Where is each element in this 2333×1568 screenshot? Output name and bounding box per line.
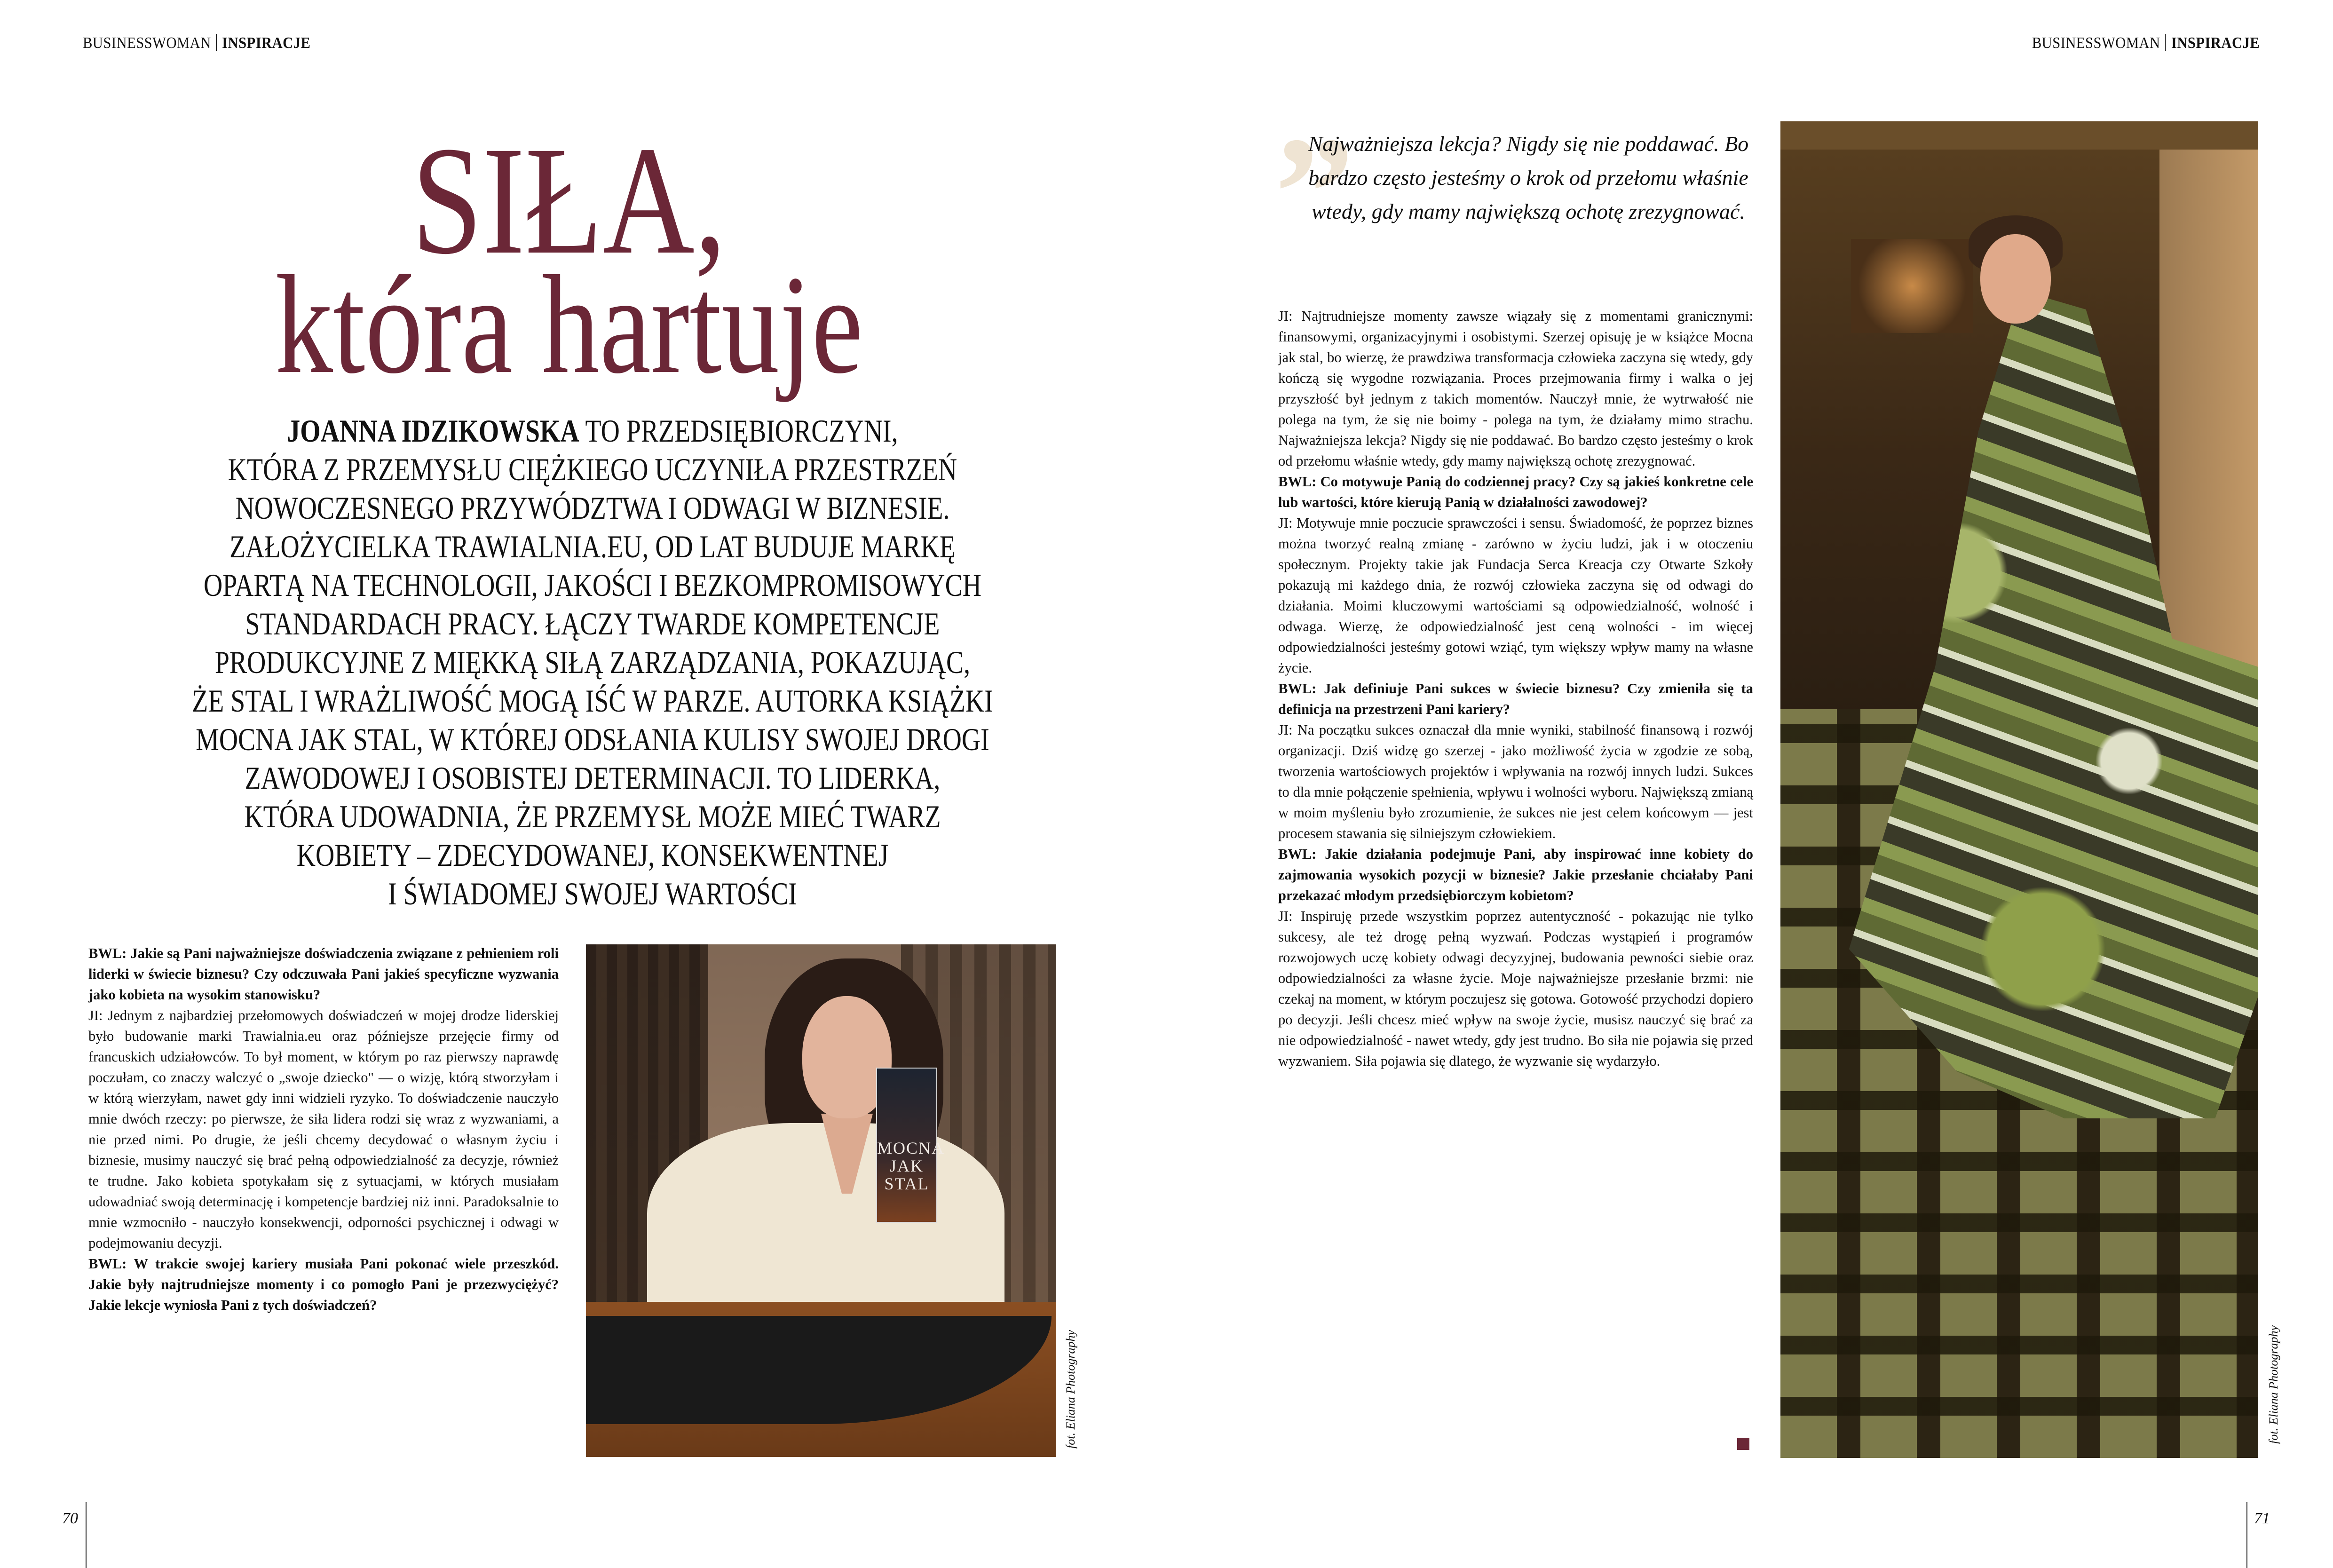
interview-answer: JI: Najtrudniejsze momenty zawsze wiązały się z momentami granicznymi: finansowymi, organizacyjnymi i osobistymi. Szerzej opisuję je w książce Mocna jak stal, bo wierzę, że prawdziwa transformacja człowieka zaczyna się wtedy, gdy kończą się wygodne rozwiązania. Proces przejmowania firmy i walka o jej przyszłość był jednym z takich momentów. Nauczył mnie, że wytrwałość nie polega na tym, że się nie boimy - polega na tym, że działamy mimo strachu. Najważniejsza lekcja? Nigdy się nie poddawać. Bo bardzo często jesteśmy o krok od przełomu właśnie wtedy, gdy mamy największą ochotę zrezygnować.: [1278, 308, 1753, 469]
article-title-line2: która hartuje: [275, 246, 863, 403]
lead-line: ŻE STAL I WRAŻLIWOŚĆ MOGĄ IŚĆ W PARZE. AUTORKA KSIĄŻKI: [192, 683, 993, 719]
section-category: INSPIRACJE: [222, 34, 311, 52]
interview-question: BWL: W trakcie swojej kariery musiała Pani pokonać wiele przeszkód. Jakie były najtrudniejsze momenty i co pomogło Pani je przezwyciężyć? Jakie lekcje wyniosła Pani z tych doświadczeń?: [88, 1256, 559, 1313]
photo-credit: fot. Eliana Photography: [1064, 1330, 1077, 1449]
lead-line: JOANNA IDZIKOWSKA TO PRZEDSIĘBIORCZYNI,: [287, 413, 898, 449]
lead-line: KOBIETY – ZDECYDOWANEJ, KONSEKWENTNEJ: [296, 837, 889, 873]
section-header-left: [83, 34, 310, 52]
divider: [2165, 34, 2166, 51]
lead-line: PRODUKCYJNE Z MIĘKKĄ SIŁĄ ZARZĄDZANIA, POKAZUJĄC,: [214, 644, 971, 680]
full-length-photo-green-gown: [1780, 121, 2258, 1458]
lead-line: I ŚWIADOMEJ SWOJEJ WARTOŚCI: [388, 876, 797, 911]
interview-question: BWL: Jakie są Pani najważniejsze doświadczenia związane z pełnieniem roli liderki w świecie biznesu? Czy odczuwała Pani jakieś specyficzne wyzwania jako kobieta na wysokim stanowisku?: [88, 945, 559, 1003]
quote-mark-icon: ”: [1274, 104, 1354, 281]
article-title-line1: SIŁA,: [411, 115, 727, 286]
interview-answer: JI: Motywuje mnie poczucie sprawczości i sensu. Świadomość, że poprzez biznes można tworzyć realną zmianę - zarówno w życiu ludzi, jak i w otoczeniu społecznym. Projekty takie jak Fundacja Serca Kreacja czy Otwarte Szkoły pokazują mi każdego dnia, że rozwój człowieka zaczyna się od odwagi do działania. Moimi kluczowymi wartościami są odpowiedzialność, wolność i odwaga. Wierzę, że odpowiedzialność jest ceną wolności - im więcej odpowiedzialności jesteśmy gotowi wziąć, tym większy wpływ mamy na własne życie.: [1278, 515, 1753, 676]
lead-line: STANDARDACH PRACY. ŁĄCZY TWARDE KOMPETENCJE: [245, 606, 940, 641]
divider: [216, 34, 217, 51]
interviewee-name: JOANNA IDZIKOWSKA: [287, 413, 579, 449]
photo-credit: fot. Eliana Photography: [2267, 1325, 2280, 1444]
section-name: BUSINESSWOMAN: [2032, 34, 2160, 52]
lead-line: MOCNA JAK STAL, W KTÓREJ ODSŁANIA KULISY SWOJEJ DROGI: [196, 721, 989, 757]
lead-paragraph: [75, 412, 1110, 913]
page-number-left: 70: [62, 1510, 78, 1527]
interview-answer: JI: Na początku sukces oznaczał dla mnie wyniki, stabilność finansową i rozwój organizacji. Dziś widzę go szerzej - jako możliwość życia w zgodzie ze sobą, tworzenia wartościowych projektów i wpływania na rozwój innych ludzi. Sukces to dla mnie połączenie spełnienia, wpływu i wolności wyboru. Największą zmianą w moim myśleniu było zrozumienie, że sukces nie jest celem końcowym — jest procesem stawania się silniejszym człowiekiem.: [1278, 722, 1753, 841]
end-of-article-mark: [1737, 1438, 1749, 1450]
interview-question: BWL: Jakie działania podejmuje Pani, aby inspirować inne kobiety do zajmowania wysokich pozycji w biznesie? Jakie przesłanie chciałaby Pani przekazać młodym przedsiębiorczym kobietom?: [1278, 846, 1753, 903]
lead-line: KTÓRA Z PRZEMYSŁU CIĘŻKIEGO UCZYNIŁA PRZESTRZEŃ: [228, 451, 957, 487]
book-cover: MOCNA JAK STAL: [876, 1068, 937, 1223]
interview-column-right: [1278, 306, 1753, 1071]
lead-line: NOWOCZESNEGO PRZYWÓDZTWA I ODWAGI W BIZNESIE.: [235, 490, 950, 526]
page-rule: [2246, 1502, 2247, 1568]
lead-line: KTÓRA UDOWADNIA, ŻE PRZEMYSŁ MOŻE MIEĆ TWARZ: [244, 799, 941, 834]
interview-answer: JI: Jednym z najbardziej przełomowych doświadczeń w mojej drodze liderskiej było budowanie marki Trawialnia.eu oraz późniejsze przejęcie firmy od francuskich udziałowców. To był moment, w którym po raz pierwszy naprawdę poczułam, co znaczy walczyć o „swoje dziecko" — o wizję, którą stworzyłam i w którą wierzyłam, nawet gdy inni widzieli ryzyko. To doświadczenie nauczyło mnie dwóch rzeczy: po pierwsze, że siła lidera rodzi się wraz z wyzwaniami, a nie przed nimi. Po drugie, że jeśli chcemy decydować o własnym życiu i biznesie, musimy nauczyć się brać pełną odpowiedzialność za decyzje, również te trudne. Jako kobieta spotykałam się z sytuacjami, w których musiałam udowadniać swoją determinację i kompetencje bardziej niż inni. Paradoksalnie to mnie wzmocniło - nauczyło konsekwencji, odporności psychicznej i odwagi w podejmowaniu decyzji.: [88, 1007, 559, 1251]
lead-line: OPARTĄ NA TECHNOLOGII, JAKOŚCI I BEZKOMPROMISOWYCH: [203, 567, 982, 603]
page-number-right: 71: [2254, 1510, 2270, 1527]
interview-question: BWL: Co motywuje Panią do codziennej pracy? Czy są jakieś konkretne cele lub wartości, które kierują Panią w działalności zawodowej?: [1278, 474, 1753, 510]
pull-quote: Najważniejsza lekcja? Nigdy się nie poddawać. Bo bardzo często jesteśmy o krok od przełomu właśnie wtedy, gdy mamy największą ochotę zrezygnować.: [1308, 132, 1749, 223]
lead-line: ZAŁOŻYCIELKA TRAWIALNIA.EU, OD LAT BUDUJE MARKĘ: [229, 529, 956, 564]
portrait-photo-with-book: [586, 944, 1056, 1457]
interview-question: BWL: Jak definiuje Pani sukces w świecie biznesu? Czy zmieniła się ta definicja na przestrzeni Pani kariery?: [1278, 681, 1753, 717]
section-name: BUSINESSWOMAN: [83, 34, 211, 52]
section-category: INSPIRACJE: [2171, 34, 2260, 52]
section-header-right: [2032, 34, 2260, 52]
interview-column-left: [88, 943, 559, 1315]
interview-answer: JI: Inspiruję przede wszystkim poprzez autentyczność - pokazując nie tylko sukcesy, ale też drogę pełną wyzwań. Podczas wystąpień i programów rozwojowych uczę kobiety odwagi decyzyjnej, budowania pewności siebie oraz odpowiedzialności za własne życie. Moje najważniejsze przesłanie brzmi: nie czekaj na moment, w którym poczujesz się gotowa. Gotowość przychodzi dopiero po decyzji. Jeśli chcesz mieć wpływ na swoje życie, musisz nauczyć się brać za nie odpowiedzialność - nawet wtedy, gdy jest trudno. Bo siła nie pojawia się przed wyzwaniem. Siła pojawia się dlatego, że wyzwanie się wydarzyło.: [1278, 908, 1753, 1069]
lead-line: ZAWODOWEJ I OSOBISTEJ DETERMINACJI. TO LIDERKA,: [245, 760, 941, 796]
page-rule: [86, 1502, 87, 1568]
